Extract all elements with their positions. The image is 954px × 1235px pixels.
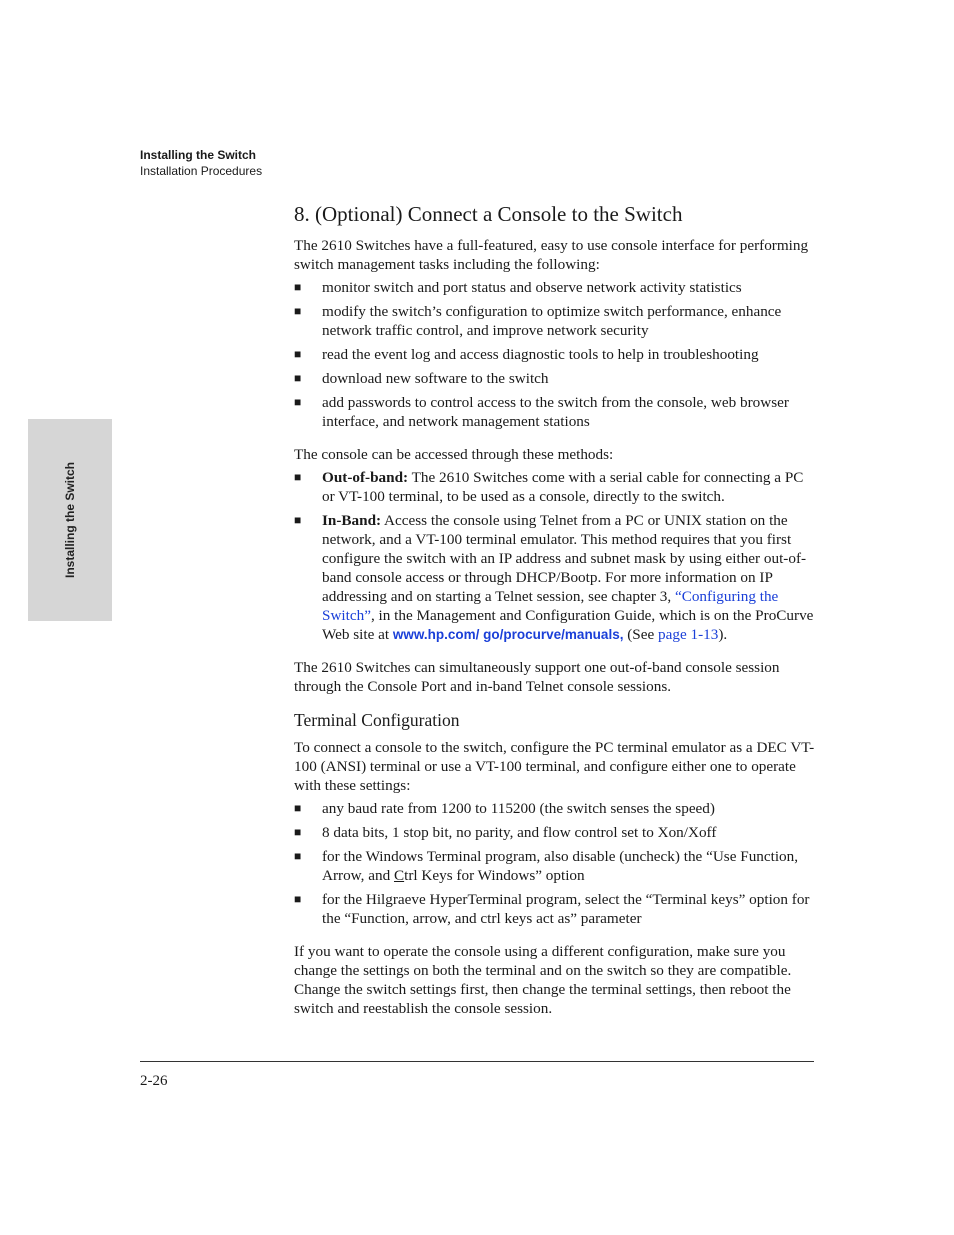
footer-rule xyxy=(140,1061,814,1062)
bullet-icon: ■ xyxy=(294,470,302,484)
bullet-icon: ■ xyxy=(294,347,302,361)
list-item: ■ monitor switch and port status and observe network activity statistics xyxy=(294,279,742,296)
list-item: ■ add passwords to control access to the switch from the console, web browser interface, and network management stations xyxy=(294,394,789,430)
intro-paragraph: The 2610 Switches have a full-featured, easy to use console interface for performing switch management tasks including the following: xyxy=(294,237,809,273)
support-paragraph: The 2610 Switches can simultaneously support one out-of-band console session through the Console Port and in-band Telnet console sessions. xyxy=(294,659,780,695)
list-item: ■ read the event log and access diagnostic tools to help in troubleshooting xyxy=(294,346,759,363)
bullet-icon: ■ xyxy=(294,825,302,839)
list-item: ■ any baud rate from 1200 to 115200 (the switch senses the speed) xyxy=(294,800,715,817)
settings-list xyxy=(294,799,816,928)
task-list xyxy=(294,278,816,431)
main-content xyxy=(294,200,816,1022)
list-item: ■ for the Hilgraeve HyperTerminal program, select the “Terminal keys” option for the “Function, arrow, and ctrl keys act as” parameter xyxy=(294,891,810,927)
bullet-icon: ■ xyxy=(294,849,302,863)
terminal-config-heading: Terminal Configuration xyxy=(294,710,460,730)
in-band-label: In-Band: xyxy=(322,512,382,529)
page-reference-link[interactable]: page 1-13 xyxy=(658,626,719,643)
list-item-out-of-band: ■ Out-of-band: The 2610 Switches come with a serial cable for connecting a PC or VT-100 terminal, to be used as a console, directly to the switch. xyxy=(294,469,804,505)
list-item: ■ download new software to the switch xyxy=(294,370,549,387)
closing-paragraph: If you want to operate the console using a different configuration, make sure you change the settings on both the terminal and on the switch so they are compatible. Change the switch settings first, then change the terminal settings, then reboot the switch and reestablish the console session. xyxy=(294,943,792,1017)
section-title: 8. (Optional) Connect a Console to the Switch xyxy=(294,202,683,226)
bullet-icon: ■ xyxy=(294,513,302,527)
side-tab-label: Installing the Switch xyxy=(63,461,77,579)
bullet-icon: ■ xyxy=(294,892,302,906)
bullet-icon: ■ xyxy=(294,280,302,294)
list-item-in-band: ■ In-Band: Access the console using Telnet from a PC or UNIX station on the network, and a VT-100 terminal emulator. This method requires that you first configure the switch with an IP address and subnet mask by using either out-of-band console access or through DHCP/Bootp. For more information on IP addressing and on starting a Telnet session, see chapter 3, “Configuring the Switch”, in the Management and Configuration Guide, which is on the ProCurve Web site at www.hp.com/ go/procurve/manuals, (See page 1-13). xyxy=(294,512,814,643)
list-item: ■ 8 data bits, 1 stop bit, no parity, and flow control set to Xon/Xoff xyxy=(294,824,717,841)
out-of-band-label: Out-of-band: xyxy=(322,469,409,486)
list-item: ■ modify the switch’s configuration to optimize switch performance, enhance network traffic control, and improve network security xyxy=(294,303,782,339)
bullet-icon: ■ xyxy=(294,304,302,318)
header-chapter: Installing the Switch xyxy=(140,148,257,162)
procurve-manuals-url[interactable]: www.hp.com/ go/procurve/manuals, xyxy=(392,627,624,642)
bullet-icon: ■ xyxy=(294,395,302,409)
terminal-intro: To connect a console to the switch, configure the PC terminal emulator as a DEC VT-100 (ANSI) terminal or use a VT-100 terminal, and configure either one to operate with these settings: xyxy=(294,739,815,794)
page-number: 2-26 xyxy=(140,1073,168,1089)
bullet-icon: ■ xyxy=(294,801,302,815)
methods-intro: The console can be accessed through these methods: xyxy=(294,446,614,463)
access-methods-list xyxy=(294,468,816,644)
running-header xyxy=(140,147,262,179)
list-item: ■ for the Windows Terminal program, also disable (uncheck) the “Use Function, Arrow, and Ctrl Keys for Windows” option xyxy=(294,848,799,884)
header-section: Installation Procedures xyxy=(140,164,263,178)
configuring-switch-link[interactable]: “Configuring the Switch” xyxy=(322,588,779,624)
bullet-icon: ■ xyxy=(294,371,302,385)
chapter-side-tab xyxy=(28,419,112,621)
